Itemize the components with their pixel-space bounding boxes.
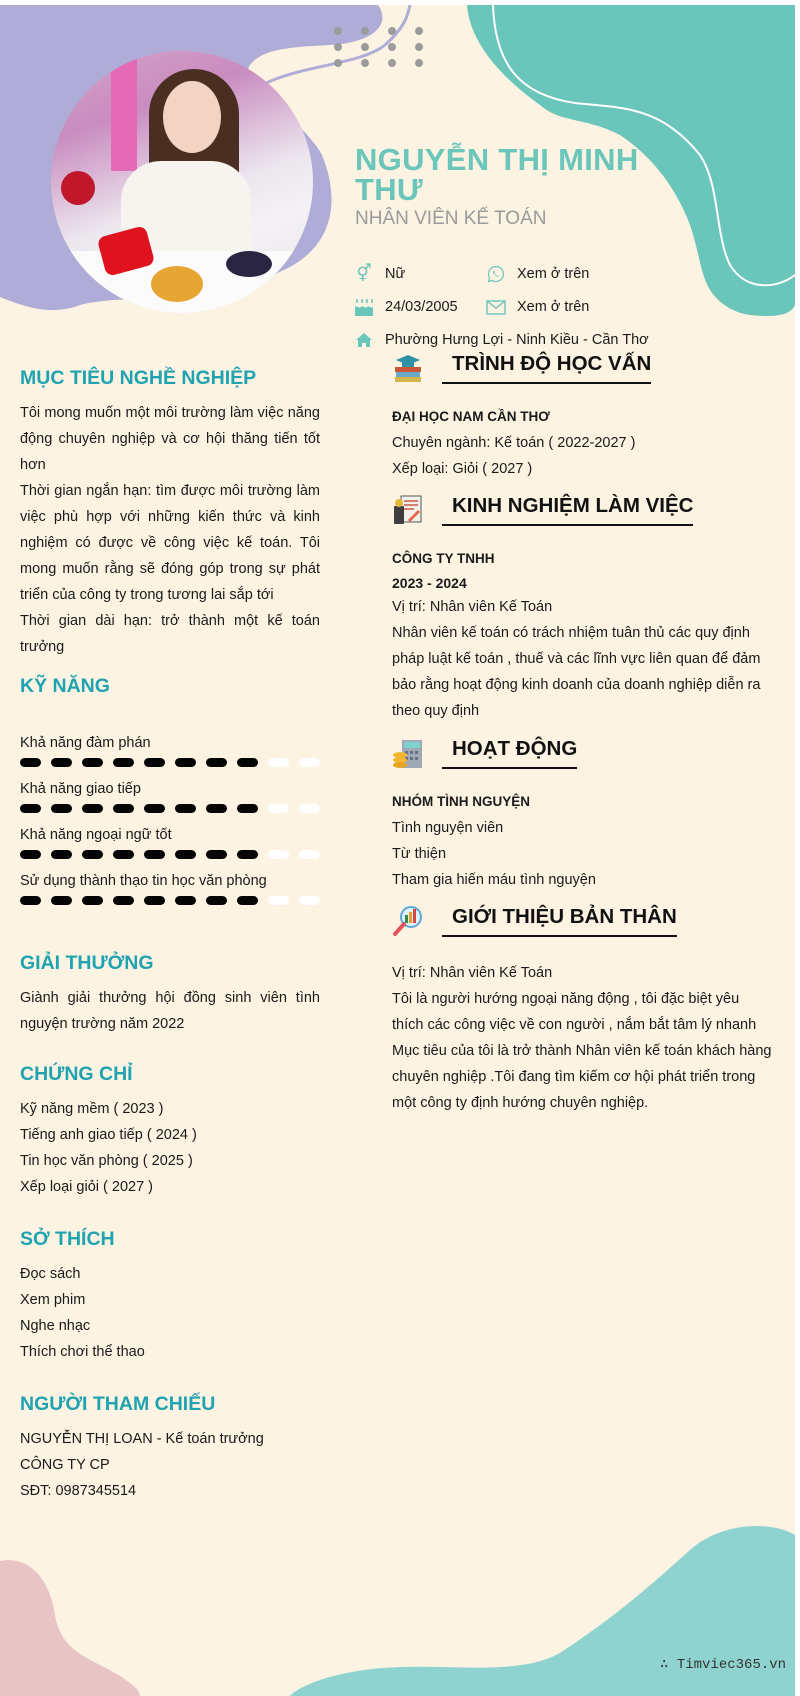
list-item: Kỹ năng mềm ( 2023 ) [20, 1101, 164, 1117]
section-heading-hobbies: SỞ THÍCH [20, 1228, 115, 1250]
list-item: SĐT: 0987345514 [20, 1483, 137, 1499]
skill-rating [20, 850, 325, 859]
phone-field: Xem ở trên [485, 264, 589, 284]
skill-rating [20, 758, 325, 767]
certificates-list [20, 1096, 197, 1200]
list-item: Từ thiện [392, 846, 447, 862]
magnifier-chart-icon [392, 905, 424, 937]
section-heading-experience: KINH NGHIỆM LÀM VIỆC [392, 494, 693, 526]
whatsapp-phone-icon [485, 264, 507, 284]
watermark: ∴ Timviec365.vn [660, 1657, 787, 1673]
about-details: Vị trí: Nhân viên Kế Toán Tôi là người hướng ngoại năng động , tôi đặc biệt yêu thích các công việc về con người , nắm bắt tâm lý nhanh Mục tiêu của tôi là trở thành Nhân viên kế toán khách hàng chuyên nghiệp .Tôi đang tìm kiếm cơ hội phát triển trong một công ty định hướng chuyên nghiệp. [392, 965, 772, 1111]
job-title: NHÂN VIÊN KẾ TOÁN [355, 208, 547, 229]
cv-page [0, 5, 795, 1696]
list-item: Tham gia hiến máu tình nguyện [392, 872, 596, 888]
section-heading-skills: KỸ NĂNG [20, 675, 110, 697]
list-item: NGUYỄN THỊ LOAN - Kế toán trưởng [20, 1431, 264, 1447]
hobbies-list [20, 1261, 145, 1365]
section-heading-references: NGƯỜI THAM CHIẾU [20, 1393, 216, 1415]
accounting-document-icon [392, 494, 424, 526]
skill-rating [20, 804, 325, 813]
list-item: Thích chơi thể thao [20, 1344, 145, 1360]
list-item: Tình nguyện viên [392, 820, 504, 836]
email-field: Xem ở trên [485, 297, 589, 317]
calculator-coins-icon [392, 737, 424, 769]
list-item: Tin học văn phòng ( 2025 ) [20, 1153, 193, 1169]
objective-text: Tôi mong muốn một môi trường làm việc năng động chuyên nghiệp và cơ hội thăng tiến tốt hơn Thời gian ngắn hạn: tìm được môi trường làm việc phù hợp với những kiến thức và kinh nghiệm có được về công việc kế toán. Tôi mong muốn rằng sẽ đóng góp trong sự phát triển của công ty trong tương lai sắp tới Thời gian dài hạn: trở thành một kế toán trưởng [20, 405, 320, 655]
list-item: Tiếng anh giao tiếp ( 2024 ) [20, 1127, 197, 1143]
address-field: Phường Hưng Lợi - Ninh Kiều - Cần Thơ [353, 330, 649, 350]
list-item: Nghe nhạc [20, 1318, 91, 1334]
section-heading-objective: MỤC TIÊU NGHỀ NGHIỆP [20, 367, 257, 389]
awards-text: Giành giải thưởng hội đồng sinh viên tình nguyện trường năm 2022 [20, 990, 320, 1032]
list-item: Đọc sách [20, 1266, 81, 1282]
section-heading-education: TRÌNH ĐỘ HỌC VẤN [392, 352, 651, 384]
section-heading-activities: HOẠT ĐỘNG [392, 737, 577, 769]
list-item: Xem phim [20, 1292, 86, 1308]
skill-item: Khả năng giao tiếp [20, 779, 325, 813]
education-details: ĐẠI HỌC NAM CẦN THƠ Chuyên ngành: Kế toán ( 2022-2027 ) Xếp loại: Giỏi ( 2027 ) [392, 409, 636, 477]
envelope-icon [485, 297, 507, 317]
skill-rating [20, 896, 325, 905]
skill-item: Sử dụng thành thạo tin học văn phòng [20, 871, 325, 905]
references-list [20, 1426, 264, 1504]
list-item: Xếp loại giỏi ( 2027 ) [20, 1179, 153, 1195]
activities-details: NHÓM TÌNH NGUYỆN Tình nguyện viên Từ thiện Tham gia hiến máu tình nguyện [392, 789, 772, 893]
skill-item: Khả năng ngoại ngữ tốt [20, 825, 325, 859]
candidate-name: NGUYỄN THỊ MINH THƯ [355, 142, 639, 207]
section-heading-awards: GIẢI THƯỞNG [20, 952, 154, 974]
birthday-field: 24/03/2005 [353, 297, 458, 317]
section-heading-about: GIỚI THIỆU BẢN THÂN [392, 905, 677, 937]
home-icon [353, 330, 375, 350]
birthday-cake-icon [353, 297, 375, 317]
gender-field: ⚥ Nữ [353, 264, 405, 284]
experience-details: CÔNG TY TNHH 2023 - 2024 Vị trí: Nhân viên Kế Toán Nhân viên kế toán có trách nhiệm tuân thủ các quy định pháp luật kế toán , thuế và các lĩnh vực liên quan để đảm bảo rằng hoạt động kinh doanh của doanh nghiệp diễn ra theo quy định [392, 551, 761, 719]
profile-photo [51, 51, 313, 313]
list-item: CÔNG TY CP [20, 1457, 110, 1473]
gender-icon: ⚥ [356, 264, 372, 283]
graduation-books-icon [392, 352, 424, 384]
skill-item: Khả năng đàm phán [20, 733, 325, 767]
section-heading-certificates: CHỨNG CHỈ [20, 1063, 133, 1085]
